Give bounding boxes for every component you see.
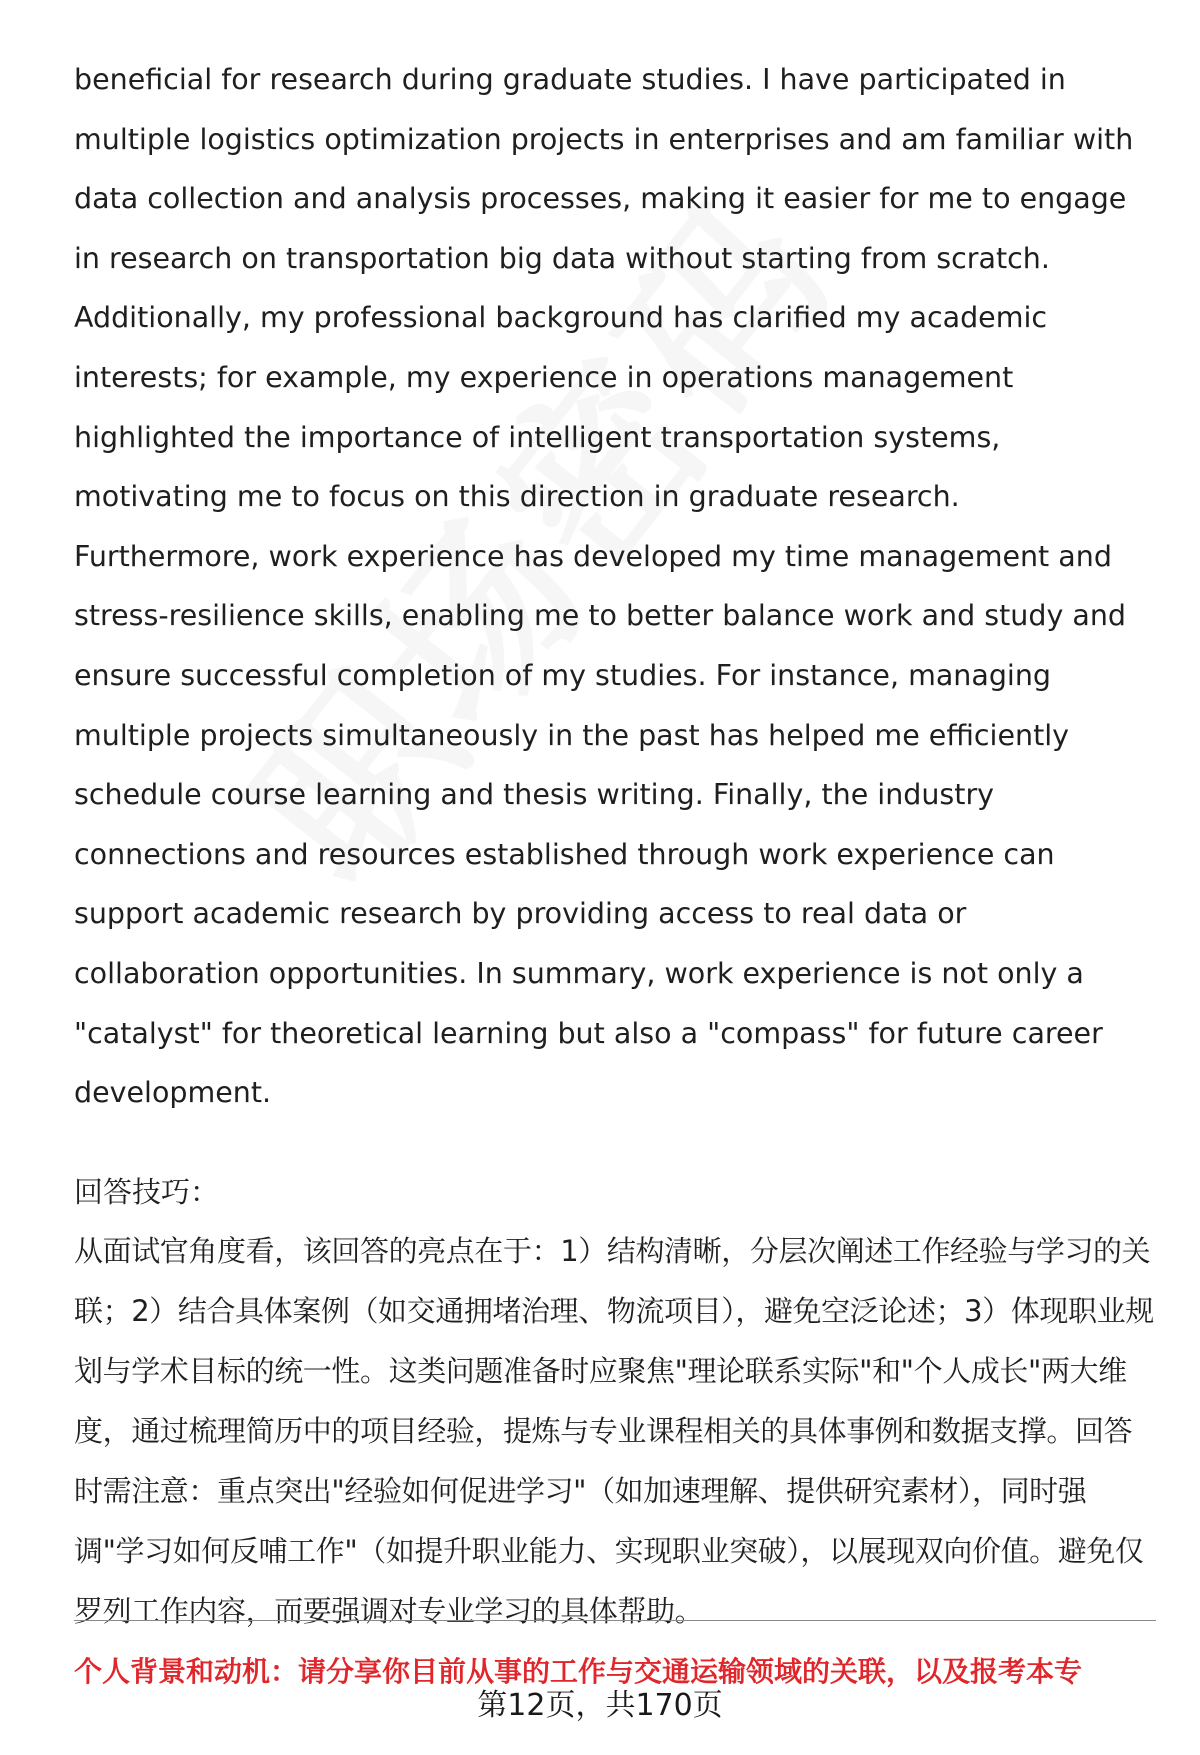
page-number: 第12页，共170页 (477, 1688, 723, 1723)
tips-paragraph: 从面试官角度看，该回答的亮点在于：1）结构清晰，分层次阐述工作经验与学习的关联；2）结合具体案例（如交通拥堵治理、物流项目），避免空泛论述；3）体现职业规划与学术目标的统一性。这类问题准备时应聚焦"理论联系实际"和"个人成长"两大维度，通过梳理简历中的项目经验，提炼与专业课程相关的具体事例和数据支撑。回答时需注意：重点突出"经验如何促进学习"（如加速理解、提供研究素材），同时强调"学习如何反哺工作"（如提升职业能力、实现职业突破），以展现双向价值。避免仅罗列工作内容，而要强调对专业学习的具体帮助。 (74, 1233, 1154, 1628)
answer-paragraph: beneficial for research during graduate studies. I have participated in multiple logistics optimization projects in enterprises and am familiar with data collection and analysis processes, making it easier for me to engage in research on transportation big data without starting from scratch. Additionally, my professional background has clarified my academic interests; for example, my experience in operations management highlighted the importance of intelligent transportation systems, motivating me to focus on this direction in graduate research. Furthermore, work experience has developed my time management and stress-resilience skills, enabling me to better balance work and study and ensure successful completion of my studies. For instance, managing multiple projects simultaneously in the past has helped me efficiently schedule course learning and thesis writing. Finally, the industry connections and resources established through work experience can support academic research by providing access to real data or collaboration opportunities. In summary, work experience is not only a "catalyst" for theoretical learning but also a "compass" for future career development. (74, 63, 1134, 1110)
next-question-heading: 个人背景和动机：请分享你目前从事的工作与交通运输领域的关联，以及报考本专 (74, 1655, 1083, 1688)
tips-heading: 回答技巧： (74, 1174, 220, 1209)
section-divider (74, 1620, 1156, 1621)
page-content (74, 50, 1154, 1641)
